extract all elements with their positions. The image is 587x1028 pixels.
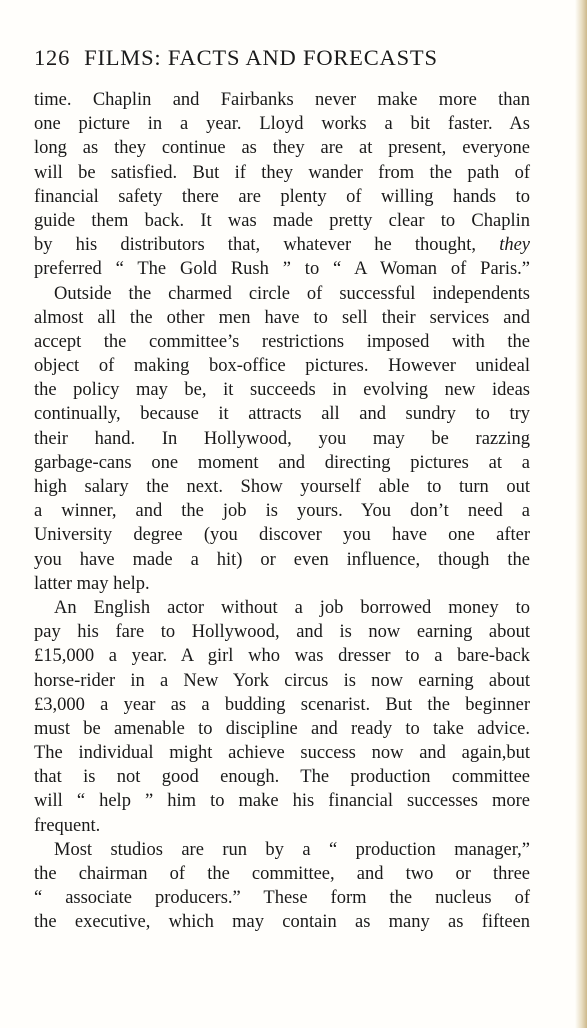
- page-edge-shadow: [575, 0, 587, 1028]
- text-line: Outside the charmed circle of successful independents: [54, 283, 530, 304]
- text-line: one picture in a year. Lloyd works a bit faster. As: [34, 114, 530, 135]
- text-line: will “ help ” him to make his financial successes more: [34, 791, 530, 812]
- text-line: accept the committee’s restrictions imposed with the: [34, 331, 530, 352]
- text-line: a winner, and the job is yours. You don’t need a: [34, 501, 530, 522]
- text-line: almost all the other men have to sell their services and: [34, 307, 530, 328]
- text-line: frequent.: [34, 815, 101, 836]
- text-line: high salary the next. Show yourself able to turn out: [34, 477, 530, 497]
- paragraph-3: [34, 596, 530, 838]
- text-line: their hand. In Hollywood, you may be razzing: [34, 428, 530, 449]
- text-line: pay his fare to Hollywood, and is now earning about: [34, 622, 530, 643]
- text-line: the chairman of the committee, and two or three: [34, 864, 530, 884]
- text-line: University degree (you discover you have one after: [34, 525, 530, 546]
- paragraph-1: [34, 88, 530, 282]
- text-line: £3,000 a year as a budding scenarist. But the beginner: [34, 694, 530, 715]
- text-line: the executive, which may contain as many as fifteen: [34, 912, 530, 933]
- text-line: must be amenable to discipline and ready to take advice.: [34, 718, 530, 739]
- text-line: guide them back. It was made pretty clear to Chaplin: [34, 210, 530, 231]
- italic-word: they: [499, 235, 530, 256]
- running-header: [34, 45, 534, 77]
- text-line: object of making box-office pictures. However unideal: [34, 356, 530, 377]
- text-line: the policy may be, it succeeds in evolving new ideas: [34, 380, 530, 401]
- text-line-start: by his distributors that, whatever he thought,: [34, 235, 477, 256]
- running-title: FILMS: FACTS AND FORECASTS: [84, 45, 438, 70]
- body-text: [34, 88, 530, 935]
- text-line: “ associate producers.” These form the nucleus of: [34, 888, 530, 909]
- text-line: time. Chaplin and Fairbanks never make more than: [34, 90, 530, 110]
- text-line: that is not good enough. The production committee: [34, 767, 530, 788]
- text-line: The individual might achieve success now and again,but: [34, 743, 530, 764]
- text-line: horse-rider in a New York circus is now earning about: [34, 670, 530, 691]
- text-line: financial safety there are plenty of willing hands to: [34, 186, 530, 207]
- text-line: you have made a hit) or even influence, though the: [34, 549, 530, 570]
- paragraph-2: [34, 282, 530, 596]
- text-line: long as they continue as they are at present, everyone: [34, 138, 530, 159]
- text-line: will be satisfied. But if they wander from the path of: [34, 162, 530, 183]
- text-line: latter may help.: [34, 573, 150, 594]
- text-line: garbage-cans one moment and directing pictures at a: [34, 452, 530, 473]
- text-line: preferred “ The Gold Rush ” to “ A Woman of Paris.”: [34, 259, 530, 280]
- text-line: [34, 233, 530, 257]
- page-number: 126: [34, 45, 71, 70]
- text-line: Most studios are run by a “ production manager,”: [54, 839, 530, 860]
- paragraph-4: [34, 838, 530, 935]
- text-line: continually, because it attracts all and sundry to try: [34, 404, 530, 425]
- text-line: £15,000 a year. A girl who was dresser to a bare-back: [34, 646, 530, 667]
- text-line: An English actor without a job borrowed money to: [54, 597, 530, 618]
